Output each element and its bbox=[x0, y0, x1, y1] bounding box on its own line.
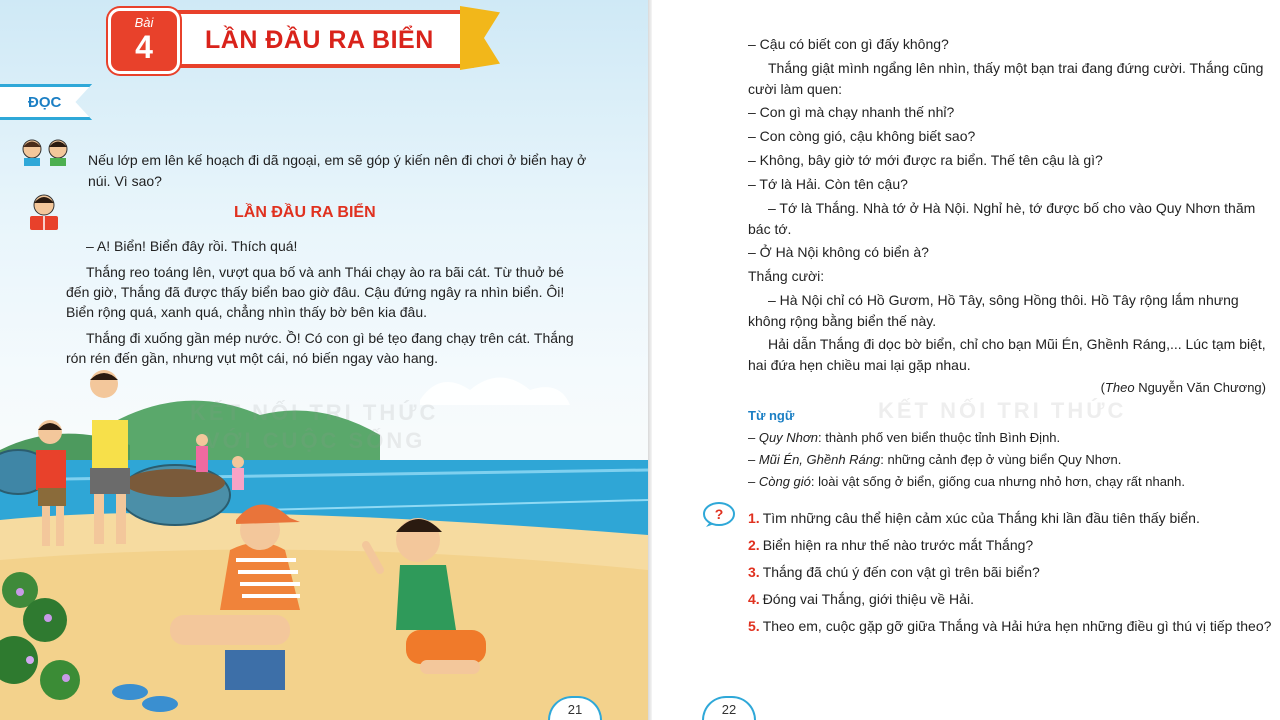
svg-text:?: ? bbox=[714, 506, 724, 522]
vocab-item: – Quy Nhơn: thành phố ven biển thuộc tỉnh Bình Định. bbox=[748, 430, 1061, 445]
attribution-author: Nguyễn Văn Chương bbox=[1138, 380, 1262, 395]
dialogue-line: – Ở Hà Nội không có biển à? bbox=[748, 244, 929, 260]
question-text: Biển hiện ra như thế nào trước mắt Thắng? bbox=[762, 537, 1034, 553]
vocab-definition: : những cảnh đẹp ở vùng biển Quy Nhơn. bbox=[880, 452, 1122, 467]
vocab-item: – Còng gió: loài vật sống ở biển, giống cua nhưng nhỏ hơn, chạy rất nhanh. bbox=[748, 474, 1186, 489]
vocab-term: Mũi Én, Ghềnh Ráng bbox=[758, 452, 881, 467]
watermark: KẾT NỐI TRI THỨC bbox=[190, 400, 439, 425]
question-number: 5. bbox=[748, 618, 760, 634]
question-item bbox=[748, 562, 1273, 583]
question-item bbox=[748, 616, 1273, 637]
question-item bbox=[748, 589, 1273, 610]
vocab-term: Quy Nhơn bbox=[758, 430, 819, 445]
question-text: Theo em, cuộc gặp gỡ giữa Thắng và Hải hứa hẹn những điều gì thú vị tiếp theo? bbox=[762, 618, 1272, 634]
vocab-definition: : loài vật sống ở biển, giống cua nhưng nhỏ hơn, chạy rất nhanh. bbox=[810, 474, 1186, 489]
dialogue-line: – Không, bây giờ tớ mới được ra biển. Thế tên cậu là gì? bbox=[748, 152, 1103, 168]
attribution: (Theo Nguyễn Văn Chương) bbox=[1100, 380, 1266, 395]
dialogue-line: – Tớ là Thắng. Nhà tớ ở Hà Nội. Nghỉ hè, tớ được bố cho vào Quy Nhơn thăm bác tớ. bbox=[748, 200, 1256, 237]
dialogue-line: – Cậu có biết con gì đấy không? bbox=[748, 36, 949, 52]
lesson-title: LẦN ĐẦU RA BIỂN bbox=[205, 26, 434, 54]
vocab-definition: : thành phố ven biển thuộc tỉnh Bình Định. bbox=[818, 430, 1061, 445]
story-paragraph: Thắng reo toáng lên, vượt qua bố và anh Thái chạy ào ra bãi cát. Từ thuở bé đến giờ, Thắng đã được thấy biển bao giờ đâu. Cậu đứng ngây ra nhìn biển. Ôi! Biển rộng quá, xanh quá, chẳng nhìn thấy bờ bên kia đâu. bbox=[66, 264, 565, 320]
dialogue-line: Hải dẫn Thắng đi dọc bờ biển, chỉ cho bạn Mũi Én, Ghềnh Ráng,... Lúc tạm biệt, hai đứa hẹn chiều mai lại gặp nhau. bbox=[748, 336, 1266, 373]
question-item bbox=[748, 508, 1273, 529]
story-paragraph: – A! Biển! Biển đây rồi. Thích quá! bbox=[86, 238, 298, 254]
story-body bbox=[66, 236, 586, 374]
question-icon bbox=[702, 500, 736, 528]
intro-prompt: Nếu lớp em lên kế hoạch đi dã ngoại, em sẽ góp ý kiến nên đi chơi ở biển hay ở núi. Vì sao? bbox=[88, 152, 587, 189]
story-paragraph: Thắng đi xuống gần mép nước. Ồ! Có con gì bé tẹo đang chạy trên cát. Thắng rón rén đến gần, nhưng vụt một cái, nó biến ngay vào hang. bbox=[66, 330, 574, 366]
lesson-badge-label: Bài bbox=[134, 15, 154, 30]
dialogue-line: Thắng cười: bbox=[748, 268, 825, 284]
question-number: 2. bbox=[748, 537, 760, 553]
dialogue-line: – Con gì mà chạy nhanh thế nhỉ? bbox=[748, 104, 955, 120]
question-item bbox=[748, 535, 1273, 556]
dialogue-line: – Tớ là Hải. Còn tên cậu? bbox=[748, 176, 908, 192]
question-text: Đóng vai Thắng, giới thiệu về Hải. bbox=[762, 591, 974, 607]
vocab-item: – Mũi Én, Ghềnh Ráng: những cảnh đẹp ở vùng biển Quy Nhơn. bbox=[748, 452, 1122, 467]
dialogue-line: – Hà Nội chỉ có Hồ Gươm, Hồ Tây, sông Hồng thôi. Hồ Tây rộng lắm nhưng không rộng bằng biển thế này. bbox=[748, 292, 1239, 329]
reading-icon bbox=[24, 192, 64, 232]
question-text: Thắng đã chú ý đến con vật gì trên bãi biển? bbox=[762, 564, 1040, 580]
attribution-prefix: Theo bbox=[1104, 380, 1135, 395]
lesson-badge bbox=[108, 8, 180, 74]
story-heading: LẦN ĐẦU RA BIỂN bbox=[234, 204, 376, 221]
question-number: 3. bbox=[748, 564, 760, 580]
right-page bbox=[652, 0, 1280, 720]
vocab-title: Từ ngữ bbox=[748, 408, 795, 423]
lesson-badge-number: 4 bbox=[135, 29, 153, 65]
watermark: KẾT NỐI TRI THỨC bbox=[878, 398, 1127, 423]
dialogue-line: – Con còng gió, cậu không biết sao? bbox=[748, 128, 976, 144]
title-ribbon bbox=[460, 6, 500, 70]
dialogue-line: Thắng giật mình ngẩng lên nhìn, thấy một bạn trai đang đứng cười. Thắng cũng cười làm quen: bbox=[748, 60, 1264, 97]
kids-discussion-icon bbox=[16, 136, 76, 166]
section-tag-label: ĐỌC bbox=[28, 94, 62, 111]
page-number: 21 bbox=[548, 696, 602, 720]
question-number: 1. bbox=[748, 510, 760, 526]
question-text: Tìm những câu thể hiện cảm xúc của Thắng khi lần đầu tiên thấy biển. bbox=[762, 510, 1200, 526]
watermark: VỚI CUỘC SỐNG bbox=[205, 428, 426, 453]
question-number: 4. bbox=[748, 591, 760, 607]
page-number: 22 bbox=[702, 696, 756, 720]
vocab-term: Còng gió bbox=[758, 474, 811, 489]
